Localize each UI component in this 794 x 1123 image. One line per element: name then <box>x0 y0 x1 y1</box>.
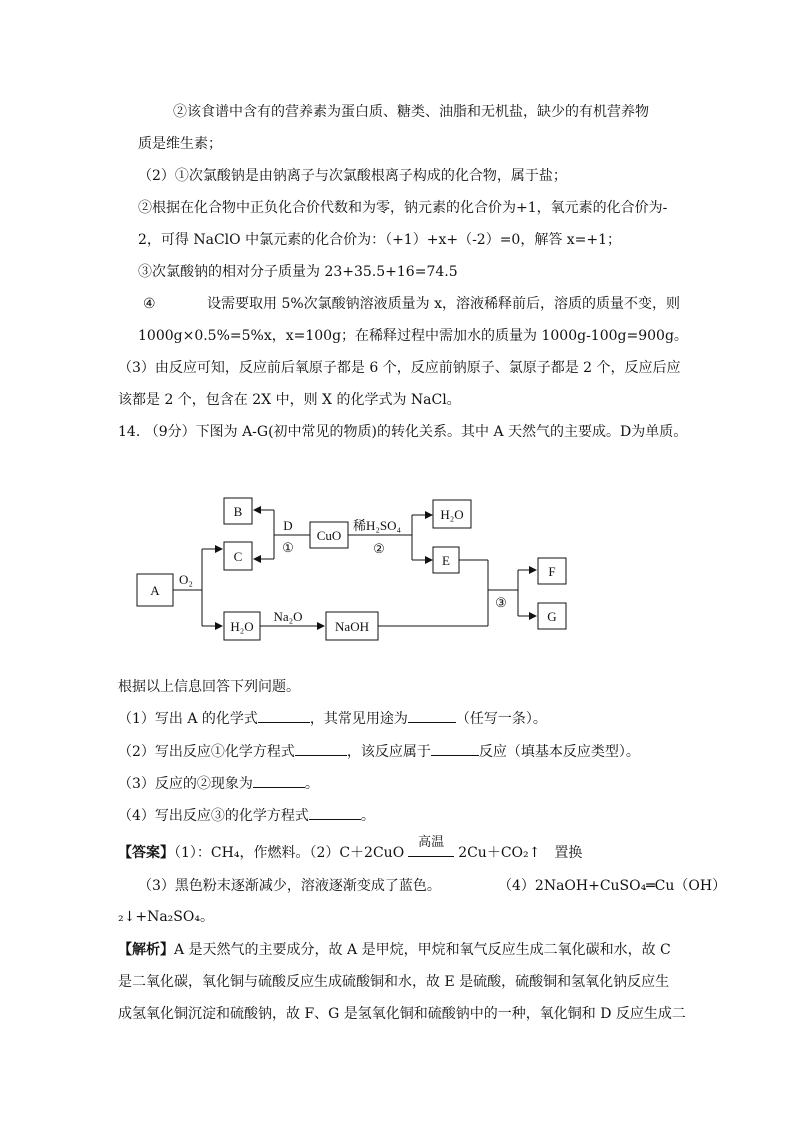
answer-blank <box>258 708 310 723</box>
question-2: （2）写出反应①化学方程式 ，该反应属于 反应（填基本反应类型）。 <box>118 741 640 762</box>
para2-line6: 1000g×0.5%=5%x，x=100g；在稀释过程中需加水的质量为 1000g-100g=900g。 <box>138 328 688 344</box>
label-a: A <box>150 583 160 598</box>
answer-tag: 【答案】 <box>118 845 174 861</box>
label-h2o-top: H₂O <box>440 507 464 522</box>
answer-blank <box>431 741 479 756</box>
label-naoh: NaOH <box>335 619 369 634</box>
analysis-line1: 【解析】A 是天然气的主要成分，故 A 是甲烷，甲烷和氧气反应生成二氧化碳和水，故 C <box>118 942 671 958</box>
answer-blank <box>309 805 361 820</box>
questions-intro: 根据以上信息回答下列问题。 <box>118 679 300 695</box>
analysis-line2: 是二氧化碳，氧化铜与硫酸反应生成硫酸铜和水，故 E 是硫酸，硫酸铜和氢氧化钠反应生 <box>118 974 670 990</box>
label-na2o: Na₂O <box>273 609 303 624</box>
reaction-condition: 高温 <box>408 846 454 857</box>
para2-line5-marker: ④ <box>143 296 156 312</box>
answer-line1: 【答案】（1）：CH₄，作燃料。（2）C＋2CuO 高温 2Cu＋CO₂↑ 置换 <box>118 835 583 861</box>
label-reaction-1: ① <box>282 540 294 555</box>
para1-line1: ②该食谱中含有的营养素为蛋白质、糖类、油脂和无机盐，缺少的有机营养物 <box>173 104 649 120</box>
para2-line2: ②根据在化合物中正负化合价代数和为零，钠元素的化合价为+1，氧元素的化合价为- <box>138 200 668 216</box>
label-f: F <box>548 564 556 579</box>
para2-line1: （2）①次氯酸钠是由钠离子与次氯酸根离子构成的化合物，属于盐； <box>138 168 567 184</box>
question-14-title: 14. （9分）下图为 A-G(初中常见的物质)的转化关系。其中 A 天然气的主要成。D为单质。 <box>118 424 688 440</box>
label-cuo: CuO <box>316 528 342 543</box>
label-b: B <box>233 504 243 519</box>
question-1: （1）写出 A 的化学式 ，其常见用途为 （任写一条）。 <box>118 708 547 729</box>
para1-line2: 质是维生素； <box>138 136 222 152</box>
question-4: （4）写出反应③的化学方程式 。 <box>118 805 375 826</box>
label-e: E <box>442 553 450 568</box>
para2-line5: 设需要取用 5%次氯酸钠溶液质量为 x，溶液稀释前后，溶质的质量不变，则 <box>207 296 681 312</box>
reaction-diagram <box>130 490 580 650</box>
para2-line4: ③次氯酸钠的相对分子质量为 23+35.5+16=74.5 <box>138 264 458 280</box>
label-dilute-h2so4: 稀H₂SO₄ <box>352 518 402 533</box>
answer-line3: ₂↓+Na₂SO₄。 <box>118 909 214 925</box>
answer-blank <box>408 708 456 723</box>
answer-line2a: （3）黑色粉末逐渐减少，溶液逐渐变成了蓝色。 <box>138 878 441 894</box>
answer-blank <box>295 741 347 756</box>
answer-line2b: （4）2NaOH+CuSO₄═Cu（OH） <box>498 878 727 894</box>
label-h2o-bottom: H₂O <box>230 619 254 634</box>
analysis-tag: 【解析】 <box>118 942 174 958</box>
label-reaction-3: ③ <box>495 595 507 610</box>
label-reaction-2: ② <box>373 541 385 556</box>
para2-line3: 2，可得 NaClO 中氯元素的化合价为：（+1）+x+（-2）=0，解答 x=+1； <box>138 232 622 248</box>
analysis-line3: 成氢氧化铜沉淀和硫酸钠，故 F、G 是氢氧化铜和硫酸钠中的一种，氧化铜和 D 反应生成二 <box>118 1006 686 1022</box>
label-d: D <box>283 518 293 533</box>
para3-line2: 该都是 2 个，包含在 2X 中，则 X 的化学式为 NaCl。 <box>118 392 461 408</box>
label-g: G <box>547 609 557 624</box>
question-3: （3）反应的②现象为 。 <box>118 773 319 794</box>
label-o2: O₂ <box>179 572 193 587</box>
answer-blank <box>253 773 305 788</box>
para3-line1: （3）由反应可知，反应前后氧原子都是 6 个，反应前钠原子、氯原子都是 2 个，反应后应 <box>118 360 681 376</box>
label-c: C <box>233 549 243 564</box>
